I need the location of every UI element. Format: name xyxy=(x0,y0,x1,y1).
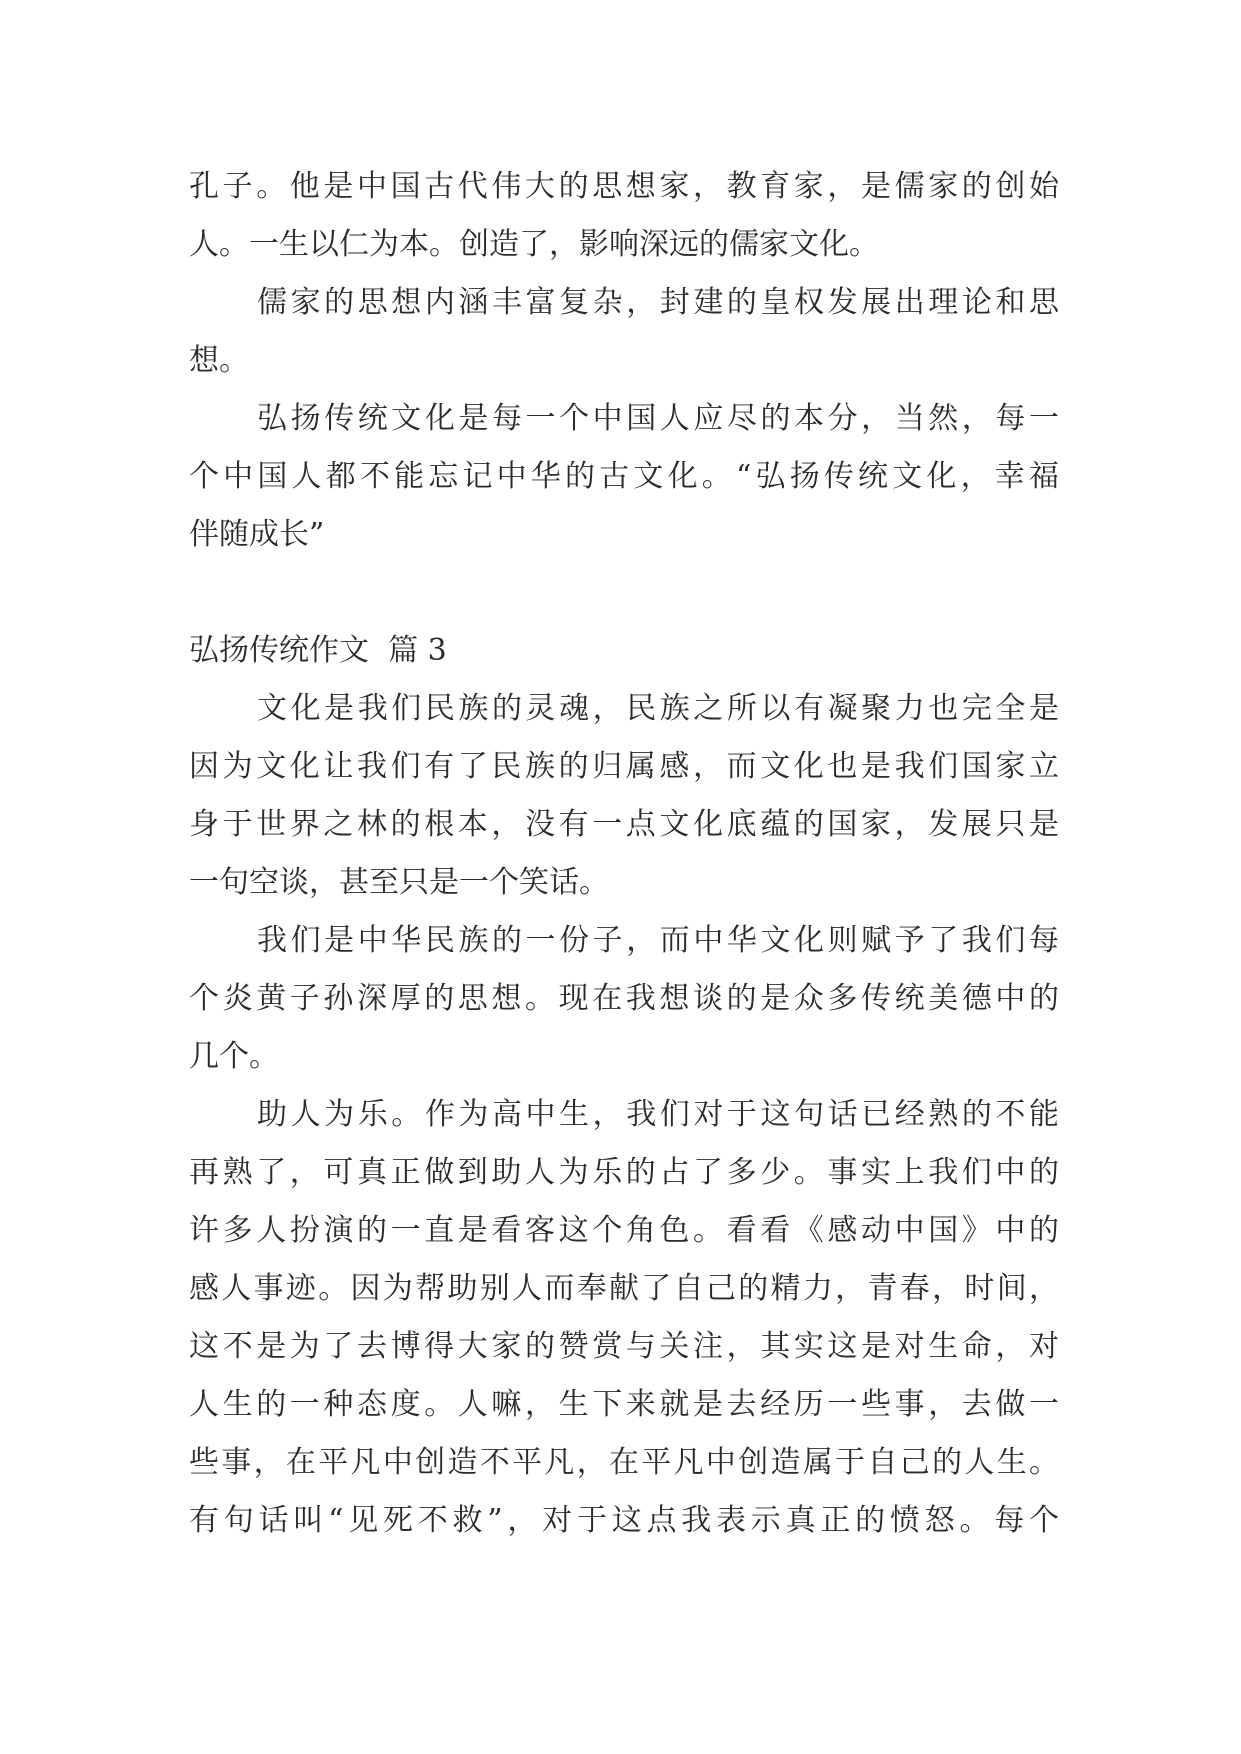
paragraph-line: 个炎黄子孙深厚的思想。现在我想谈的是众多传统美德中的 xyxy=(189,981,1059,1016)
paragraph-line: 孔子。他是中国古代伟大的思想家，教育家，是儒家的创始 xyxy=(189,169,1059,204)
paragraph-line: 文化是我们民族的灵魂，民族之所以有凝聚力也完全是 xyxy=(257,691,1059,726)
paragraph-line: 人生的一种态度。人嘛，生下来就是去经历一些事，去做一 xyxy=(189,1387,1059,1422)
paragraph-line: 感人事迹。因为帮助别人而奉献了自己的精力，青春，时间， xyxy=(189,1271,1059,1306)
paragraph-line: 这不是为了去博得大家的赞赏与关注，其实这是对生命，对 xyxy=(189,1329,1059,1364)
paragraph-line: 几个。 xyxy=(189,1039,279,1074)
paragraph-line: 个中国人都不能忘记中华的古文化。“弘扬传统文化，幸福 xyxy=(189,459,1059,494)
paragraph-line: 许多人扮演的一直是看客这个角色。看看《感动中国》中的 xyxy=(189,1213,1059,1248)
paragraph-line: 因为文化让我们有了民族的归属感，而文化也是我们国家立 xyxy=(189,749,1059,784)
paragraph-line: 助人为乐。作为高中生，我们对于这句话已经熟的不能 xyxy=(257,1097,1059,1132)
paragraph-line: 想。 xyxy=(189,343,249,378)
paragraph-line: 一句空谈，甚至只是一个笑话。 xyxy=(189,865,609,900)
section-heading: 弘扬传统作文 篇 3 xyxy=(189,633,447,668)
document-body xyxy=(189,158,1059,1550)
paragraph-line: 伴随成长” xyxy=(189,517,325,552)
paragraph-line: 些事，在平凡中创造不平凡，在平凡中创造属于自己的人生。 xyxy=(189,1445,1059,1480)
paragraph-line: 身于世界之林的根本，没有一点文化底蕴的国家，发展只是 xyxy=(189,807,1059,842)
paragraph-line: 再熟了，可真正做到助人为乐的占了多少。事实上我们中的 xyxy=(189,1155,1059,1190)
paragraph-line: 有句话叫“见死不救”，对于这点我表示真正的愤怒。每个 xyxy=(189,1503,1059,1538)
paragraph-line: 我们是中华民族的一份子，而中华文化则赋予了我们每 xyxy=(257,923,1059,958)
paragraph-line: 人。一生以仁为本。创造了，影响深远的儒家文化。 xyxy=(189,227,879,262)
paragraph-line: 儒家的思想内涵丰富复杂，封建的皇权发展出理论和思 xyxy=(257,285,1059,320)
spacer xyxy=(189,564,1059,622)
paragraph-line: 弘扬传统文化是每一个中国人应尽的本分，当然，每一 xyxy=(257,401,1059,436)
